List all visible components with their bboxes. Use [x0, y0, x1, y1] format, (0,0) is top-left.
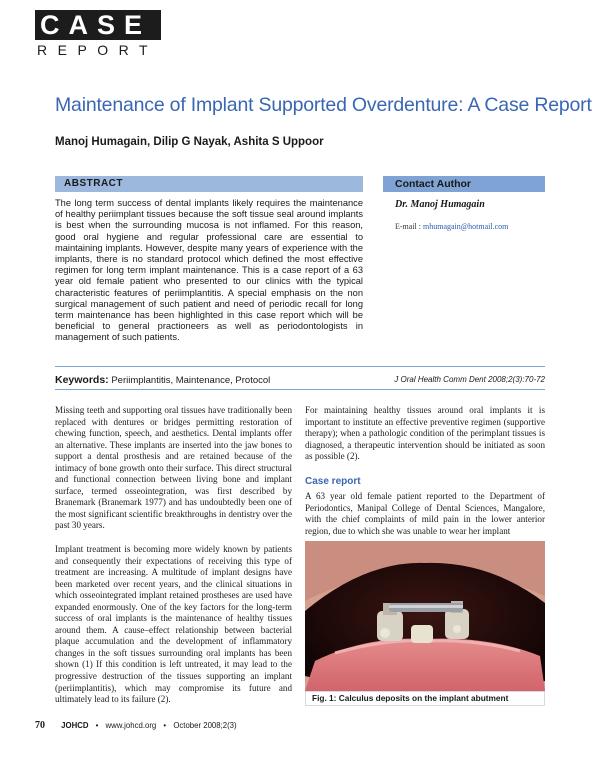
body-right-paragraph: For maintaining healthy tissues around oral implants it is important to institute an effective preventive regimen (supportive therapy); when a pathologic condition of the perimplant tissues is diagnosed, a therapeutic intervention should be initiated as soon as possible (2).	[305, 405, 545, 462]
footer-website-link[interactable]: www.johcd.org	[105, 721, 157, 730]
logo-report-text: REPORT	[37, 42, 159, 58]
keywords-top-rule	[55, 366, 545, 367]
clinical-photo-figure	[305, 541, 545, 706]
article-authors: Manoj Humagain, Dilip G Nayak, Ashita S Uppoor	[55, 136, 324, 148]
case-report-logo	[35, 10, 161, 58]
contact-author-heading: Contact Author	[383, 176, 545, 192]
body-left-column	[55, 405, 292, 706]
body-paragraph: Missing teeth and supporting oral tissues have traditionally been replaced with dentures or bridges permitting restoration of chewing function, speech, and aesthetics. Dental implants offer an alternative. These implants are inserted into the jaw bones to support a dental prosthesis and are retained because of the intimacy of bone growth onto their surface. This direct structural and functional connection between living bone and implant surface, termed osseointegration, was first described by Branemark (Branemark 1977) and has undoubtedly been one of the most significant scientific breakthroughs in dentistry over the past 30 years.	[55, 405, 292, 531]
contact-author-name: Dr. Manoj Humagain	[395, 199, 485, 210]
contact-email-line	[395, 222, 508, 231]
article-title: Maintenance of Implant Supported Overdenture: A Case Report	[55, 94, 592, 116]
keywords-text: Periimplantitis, Maintenance, Protocol	[111, 375, 271, 386]
email-label: E-mail :	[395, 222, 421, 231]
body-paragraph: Implant treatment is becoming more widely known by patients and consequently their expectations of receiving this type of treatment are increasing. A multitude of implant designs have been marketed over recent years, and the clinical situations in which osseointegrated implant retained prostheses are used have expanded enormously. One of the key factors for the long-term success of oral implants is the maintenance of healthy tissues around them. A cause–effect relationship between bacterial plaque accumulation and the development of inflammatory changes in the soft tissues surrounding oral implants has been shown (1) If this condition is left untreated, it may lead to the progressive destruction of the tissues supporting an implant (periimplantitis), which may compromise its future and ultimately lead to its failure (2).	[55, 544, 292, 705]
clinical-photo-image	[305, 541, 545, 706]
keywords-label: Keywords:	[55, 374, 109, 386]
keywords-bottom-rule	[55, 389, 545, 390]
email-link[interactable]: mhumagain@hotmail.com	[423, 222, 509, 231]
logo-case-text: CASE	[35, 10, 161, 40]
case-report-paragraph: A 63 year old female patient reported to the Department of Periodontics, Manipal College of Dental Sciences, Mangalore, with the chief complaints of mild pain in the lower anterior region, due to which she was unable to wear her implant	[305, 491, 545, 536]
journal-citation: J Oral Health Comm Dent 2008;2(3):70-72	[394, 375, 545, 384]
case-report-heading: Case report	[305, 476, 361, 487]
footer-bullet: •	[95, 721, 99, 730]
footer-bullet: •	[163, 721, 167, 730]
footer-issue: October 2008;2(3)	[173, 721, 237, 730]
figure-caption: Fig. 1: Calculus deposits on the implant abutment	[305, 691, 545, 706]
page-number: 70	[35, 720, 45, 731]
keywords-line	[55, 374, 270, 386]
abstract-heading: ABSTRACT	[55, 176, 363, 192]
page-footer	[35, 720, 237, 731]
footer-journal: JOHCD	[61, 721, 89, 730]
abstract-text: The long term success of dental implants likely requires the maintenance of healthy periimplant tissues because the soft tissue seal around implants is best when the surrounding mucosa is not inflamed. For this reason, good oral hygiene and regular professional care are essential to maintaining implants. However, despite many years of experience with the implants, there is no standard protocol which defined the most effective regimen for long term implant maintenance. This is a case report of a 63 year old female patient who presented to our clinics with the typical characteristic features of periimplantitis. A special emphasis on the non surgical management of such patient and need of periodic recall for long term maintenance has been highlighted in this case report which will be beneficial to general practioneers as well as periodontologists in management of such patients.	[55, 198, 363, 343]
